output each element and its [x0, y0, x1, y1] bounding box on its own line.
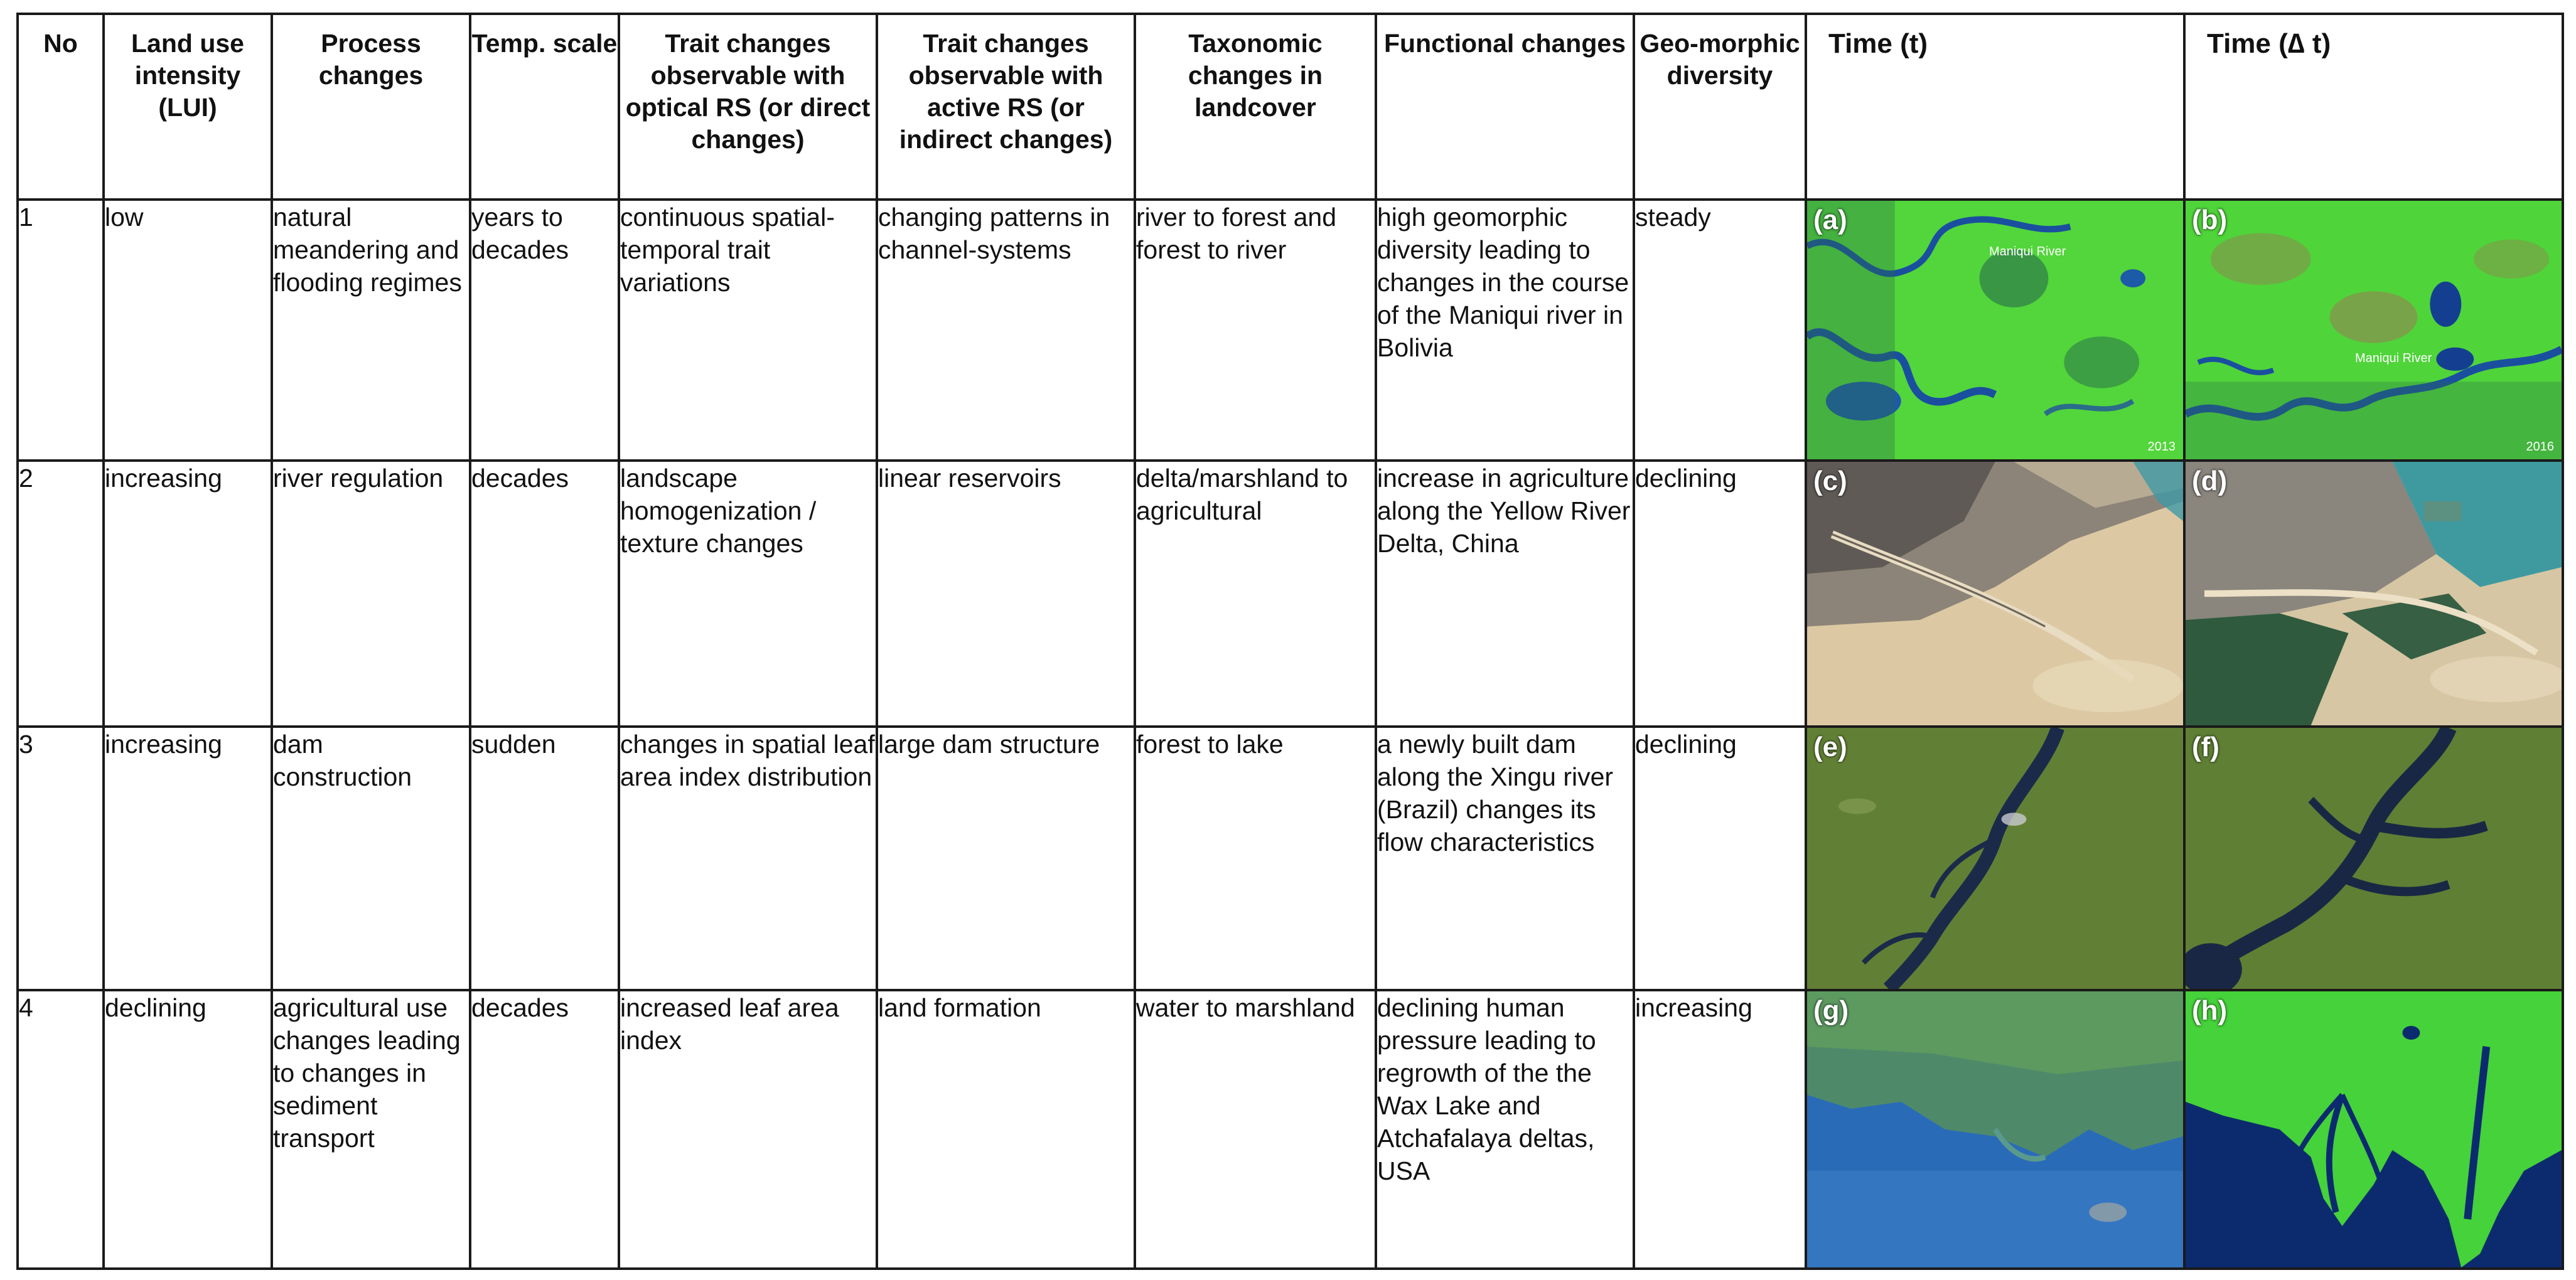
- header-time-t: Time (t): [1806, 14, 2184, 200]
- panel-label: (g): [1813, 995, 1849, 1026]
- cell-lui: increasing: [104, 727, 272, 990]
- river-caption: Maniqui River: [1989, 245, 2066, 259]
- satellite-image-wax-lake-delta: [2186, 991, 2562, 1267]
- cell-active: large dam structure: [877, 727, 1135, 990]
- panel-label: (e): [1813, 732, 1847, 762]
- cell-lui: increasing: [104, 461, 272, 727]
- cell-image-dt: [2184, 200, 2563, 461]
- cell-functional: declining human pressure leading to regrowth of the the Wax Lake and Atchafalaya deltas, USA: [1376, 990, 1634, 1269]
- header-process: Process changes: [272, 14, 470, 200]
- table-row: [18, 990, 2563, 1269]
- river-caption: Maniqui River: [2355, 351, 2432, 365]
- cell-no: 3: [18, 727, 104, 990]
- cell-optical: landscape homogenization / texture changes: [619, 461, 877, 727]
- header-temp: Temp. scale: [470, 14, 619, 200]
- cell-process: agricultural use changes leading to changes in sediment transport: [272, 990, 470, 1269]
- cell-optical: continuous spatial-temporal trait variations: [619, 200, 877, 461]
- panel-label: (b): [2192, 205, 2228, 235]
- header-geo: Geo-morphic diversity: [1634, 14, 1806, 200]
- cell-optical: increased leaf area index: [619, 990, 877, 1269]
- satellite-image-maniqui-river: [2186, 201, 2562, 459]
- header-taxonomic: Taxonomic changes in landcover: [1135, 14, 1376, 200]
- header-active: Trait changes observable with active RS (or indirect changes): [877, 14, 1135, 200]
- cell-geo: increasing: [1634, 990, 1806, 1269]
- panel-label: (a): [1813, 205, 1847, 235]
- cell-temp: decades: [470, 990, 619, 1269]
- header-time-dt: Time (∆ t): [2184, 14, 2563, 200]
- cell-image-t: [1806, 200, 2184, 461]
- header-no: No: [18, 14, 104, 200]
- satellite-image-wax-lake-delta: [1807, 991, 2183, 1267]
- comparison-table: [16, 13, 2564, 1270]
- cell-functional: a newly built dam along the Xingu river (Brazil) changes its flow characteristics: [1376, 727, 1634, 990]
- table-row: [18, 727, 2563, 990]
- satellite-image-xingu-river: [1807, 728, 2183, 989]
- cell-no: 4: [18, 990, 104, 1269]
- header-optical: Trait changes observable with optical RS (or direct changes): [619, 14, 877, 200]
- header-functional: Functional changes: [1376, 14, 1634, 200]
- cell-geo: declining: [1634, 727, 1806, 990]
- cell-geo: declining: [1634, 461, 1806, 727]
- cell-optical: changes in spatial leaf area index distribution: [619, 727, 877, 990]
- cell-process: dam construction: [272, 727, 470, 990]
- satellite-image-yellow-river-delta: [2186, 462, 2562, 725]
- cell-taxonomic: forest to lake: [1135, 727, 1376, 990]
- panel-label: (h): [2192, 995, 2228, 1026]
- satellite-image-xingu-dam-lake: [2186, 728, 2562, 989]
- cell-functional: high geomorphic diversity leading to changes in the course of the Maniqui river in Bolivia: [1376, 200, 1634, 461]
- cell-active: linear reservoirs: [877, 461, 1135, 727]
- cell-image-dt: [2184, 461, 2563, 727]
- table-row: [18, 200, 2563, 461]
- cell-no: 1: [18, 200, 104, 461]
- cell-taxonomic: water to marshland: [1135, 990, 1376, 1269]
- cell-image-t: [1806, 461, 2184, 727]
- cell-image-t: [1806, 727, 2184, 990]
- cell-taxonomic: river to forest and forest to river: [1135, 200, 1376, 461]
- panel-label: (c): [1813, 466, 1847, 496]
- cell-lui: low: [104, 200, 272, 461]
- cell-temp: decades: [470, 461, 619, 727]
- satellite-image-yellow-river-delta: [1807, 462, 2183, 725]
- cell-taxonomic: delta/marshland to agricultural: [1135, 461, 1376, 727]
- cell-no: 2: [18, 461, 104, 727]
- cell-process: river regulation: [272, 461, 470, 727]
- year-label: 2016: [2526, 440, 2554, 454]
- cell-process: natural meandering and flooding regimes: [272, 200, 470, 461]
- panel-label: (f): [2192, 732, 2219, 762]
- header-lui: Land use intensity (LUI): [104, 14, 272, 200]
- cell-lui: declining: [104, 990, 272, 1269]
- year-label: 2013: [2147, 440, 2176, 454]
- satellite-image-maniqui-river: [1807, 201, 2183, 459]
- cell-image-dt: [2184, 990, 2563, 1269]
- cell-active: land formation: [877, 990, 1135, 1269]
- cell-temp: sudden: [470, 727, 619, 990]
- cell-image-t: [1806, 990, 2184, 1269]
- header-row: [18, 14, 2563, 200]
- cell-active: changing patterns in channel-systems: [877, 200, 1135, 461]
- cell-functional: increase in agriculture along the Yellow River Delta, China: [1376, 461, 1634, 727]
- cell-image-dt: [2184, 727, 2563, 990]
- panel-label: (d): [2192, 466, 2228, 496]
- cell-temp: years to decades: [470, 200, 619, 461]
- cell-geo: steady: [1634, 200, 1806, 461]
- table-row: [18, 461, 2563, 727]
